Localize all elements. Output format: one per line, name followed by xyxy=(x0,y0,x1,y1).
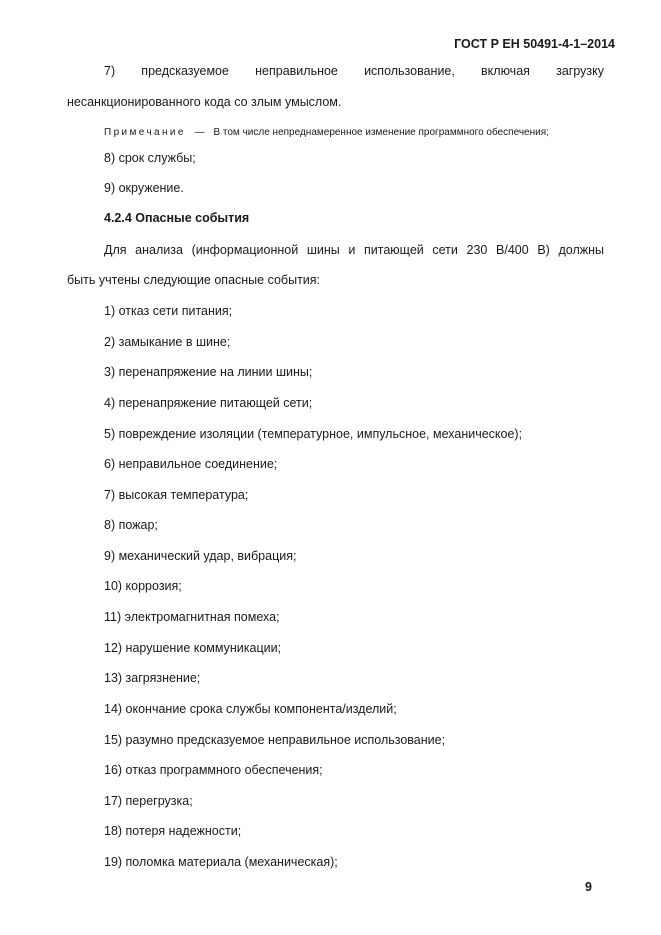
list-item: 2) замыкание в шине; xyxy=(104,335,231,349)
list-item: 13) загрязнение; xyxy=(104,671,201,685)
list-item: 14) окончание срока службы компонента/изделий; xyxy=(104,702,397,716)
list-item: 16) отказ программного обеспечения; xyxy=(104,763,323,777)
note-label: Примечание xyxy=(104,127,186,138)
list-item: 6) неправильное соединение; xyxy=(104,457,278,471)
section-number: 4.2.4 xyxy=(104,211,132,225)
intro-line-2: быть учтены следующие опасные события: xyxy=(67,273,321,287)
list-item: 12) нарушение коммуникации; xyxy=(104,641,282,655)
list-item: 5) повреждение изоляции (температурное, импульсное, механическое); xyxy=(104,427,523,441)
note xyxy=(104,125,549,141)
item-8: 8) срок службы; xyxy=(104,151,196,165)
list-item: 9) механический удар, вибрация; xyxy=(104,549,297,563)
note-dash: — xyxy=(194,127,205,138)
item-7-line-1: 7) предсказуемое неправильное использование, включая загрузку xyxy=(104,64,604,78)
item-9: 9) окружение. xyxy=(104,181,184,195)
page-number: 9 xyxy=(585,880,592,894)
list-item: 19) поломка материала (механическая); xyxy=(104,855,338,869)
document-code: ГОСТ Р ЕН 50491-4-1–2014 xyxy=(454,37,615,51)
list-item: 4) перенапряжение питающей сети; xyxy=(104,396,313,410)
list-item: 17) перегрузка; xyxy=(104,794,193,808)
list-item: 15) разумно предсказуемое неправильное использование; xyxy=(104,733,446,747)
list-item: 18) потеря надежности; xyxy=(104,824,242,838)
list-item: 3) перенапряжение на линии шины; xyxy=(104,365,313,379)
list-item: 7) высокая температура; xyxy=(104,488,249,502)
section-heading xyxy=(104,210,249,226)
section-title: Опасные события xyxy=(135,211,250,225)
list-item: 11) электромагнитная помеха; xyxy=(104,610,280,624)
note-text: В том числе непреднамеренное изменение программного обеспечения; xyxy=(213,127,549,138)
list-item: 1) отказ сети питания; xyxy=(104,304,233,318)
list-item: 10) коррозия; xyxy=(104,579,182,593)
list-item: 8) пожар; xyxy=(104,518,158,532)
intro-line-1: Для анализа (информационной шины и питающей сети 230 В/400 В) должны xyxy=(104,243,604,257)
item-7-line-2: несанкционированного кода со злым умыслом. xyxy=(67,95,342,109)
